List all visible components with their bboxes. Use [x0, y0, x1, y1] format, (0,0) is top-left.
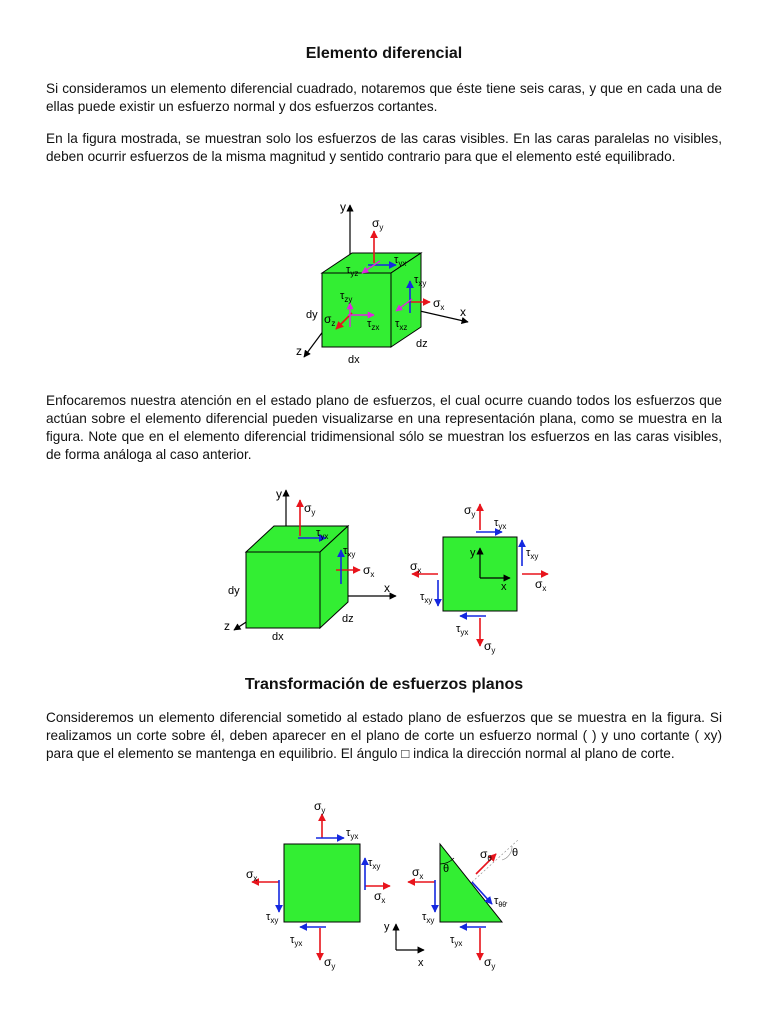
sigma-y-bottom-label: $\sigma_y$ — [484, 639, 496, 655]
sigma-x-label-3d: $\sigma_x$ — [363, 563, 375, 579]
sq-sigma-x-left-label: $\sigma_x$ — [246, 867, 258, 883]
sq-tau-yx-top-label: $\tau_{yx}$ — [346, 827, 359, 841]
heading-transformacion: Transformación de esfuerzos planos — [244, 676, 524, 693]
x-axis-label-3d: x — [384, 581, 390, 595]
heading-elemento-diferencial: Elemento diferencial — [305, 45, 463, 62]
sigma-y-label-3d: $\sigma_y$ — [304, 501, 316, 517]
sq-tau-yx-bottom-label: $\tau_{yx}$ — [290, 934, 303, 948]
tau-zy-label: $\tau_{zy}$ — [340, 290, 353, 304]
sigma-y-top-label: $\sigma_y$ — [464, 503, 476, 519]
tau-yz-label: $\tau_{yz}$ — [346, 264, 359, 278]
paragraph-plane-stress: Enfocaremos nuestra atención en el estado plano de esfuerzos, el cual ocurre cuando todos los esfuerzos que actúan sobre el elemento diferencial pueden visualizarse en una representación plana, como se muestra en la figura. Note que en el elemento diferencial tridimensional sólo se muestran los esfuerzos en las caras visibles, de forma análoga al caso anterior. — [46, 393, 722, 462]
axes-x-label: x — [418, 957, 424, 969]
dx-label-2: dx — [272, 631, 284, 643]
sigma-x-label: $\sigma_x$ — [433, 296, 445, 312]
paragraph-intro: Si consideramos un elemento diferencial cuadrado, notaremos que éste tiene seis caras, y que en cada una de ellas puede existir un esfuerzo normal y dos esfuerzos cortantes. — [46, 81, 722, 114]
axes-y-label: y — [384, 921, 390, 933]
dx-label: dx — [348, 354, 360, 366]
tau-xy-right-label: $\tau_{xy}$ — [526, 547, 539, 561]
dz-label-2: dz — [342, 613, 354, 625]
tau-xy-left-label: $\tau_{xy}$ — [420, 591, 433, 605]
z-axis-label-3d: z — [224, 619, 230, 633]
z-axis-label: z — [296, 344, 302, 358]
figure-3d-stress-element — [290, 195, 480, 373]
figure-stress-transformation — [232, 800, 522, 975]
dy-label-2: dy — [228, 585, 240, 597]
figure-plane-stress — [218, 480, 553, 660]
tau-xz-label: $\tau_{xz}$ — [395, 318, 408, 332]
tri-tau-yx-label: $\tau_{yx}$ — [450, 934, 463, 948]
cube-front-face — [322, 273, 391, 347]
sigma-y-label: $\sigma_y$ — [372, 216, 384, 232]
tau-xy-label: $\tau_{xy}$ — [414, 274, 427, 288]
sq-tau-xy-right-label: $\tau_{xy}$ — [368, 857, 381, 871]
tau-yx-label: $\tau_{yx}$ — [394, 254, 407, 268]
paragraph-transformation: Consideremos un elemento diferencial sometido al estado plano de esfuerzos que se muestra en la figura. Si realizamos un corte sobre él, deben aparecer en el plano de corte un esfuerzo normal ( ) y uno cortante ( xy) para que el elemento se mantenga en equilibrio. El ángulo □ indica la dirección normal al plano de corte. — [46, 710, 722, 761]
tri-sigma-y-label: $\sigma_y$ — [484, 955, 496, 971]
square-element — [284, 844, 360, 922]
paragraph-figure-description: En la figura mostrada, se muestran solo los esfuerzos de las caras visibles. En las caras paralelas no visibles, deben ocurrir esfuerzos de la misma magnitud y sentido contrario para que el elemento esté equilibrado. — [46, 131, 722, 164]
sq-sigma-y-bottom-label: $\sigma_y$ — [324, 955, 336, 971]
sq-sigma-y-top-label: $\sigma_y$ — [314, 800, 326, 815]
sq-tau-xy-left-label: $\tau_{xy}$ — [266, 911, 279, 925]
sigma-x-left-label: $\sigma_x$ — [410, 559, 422, 575]
cut-triangle-element — [440, 844, 502, 922]
sigma-theta-label: $\sigma_\theta$ — [480, 847, 492, 863]
x-axis-label-2d: x — [501, 581, 507, 593]
tau-zx-label: $\tau_{zx}$ — [367, 318, 380, 332]
tri-tau-xy-label: $\tau_{xy}$ — [422, 911, 435, 925]
tri-sigma-x-label: $\sigma_x$ — [412, 865, 424, 881]
tau-yx-bottom-label: $\tau_{yx}$ — [456, 623, 469, 637]
tau-theta-label: $\tau_{\theta\theta'}$ — [494, 895, 508, 909]
dy-label: dy — [306, 309, 318, 321]
tau-yx-top-label: $\tau_{yx}$ — [494, 517, 507, 531]
cube-front-face-2 — [246, 552, 320, 628]
y-axis-label-3d: y — [276, 487, 282, 501]
theta-angle-label: θ — [443, 863, 450, 875]
tau-yx-label-3d: $\tau_{yx}$ — [316, 527, 329, 541]
sigma-z-label: $\sigma_z$ — [324, 312, 336, 328]
sq-sigma-x-right-label: $\sigma_x$ — [374, 889, 386, 905]
y-axis-label: y — [340, 200, 346, 214]
tau-xy-label-3d: $\tau_{xy}$ — [343, 545, 356, 559]
dz-label: dz — [416, 338, 428, 350]
y-axis-label-2d: y — [470, 547, 476, 559]
theta-normal-arc — [502, 846, 512, 860]
theta-normal-label: θ — [512, 847, 519, 859]
sigma-x-right-label: $\sigma_x$ — [535, 577, 547, 593]
x-axis-label: x — [460, 305, 466, 319]
